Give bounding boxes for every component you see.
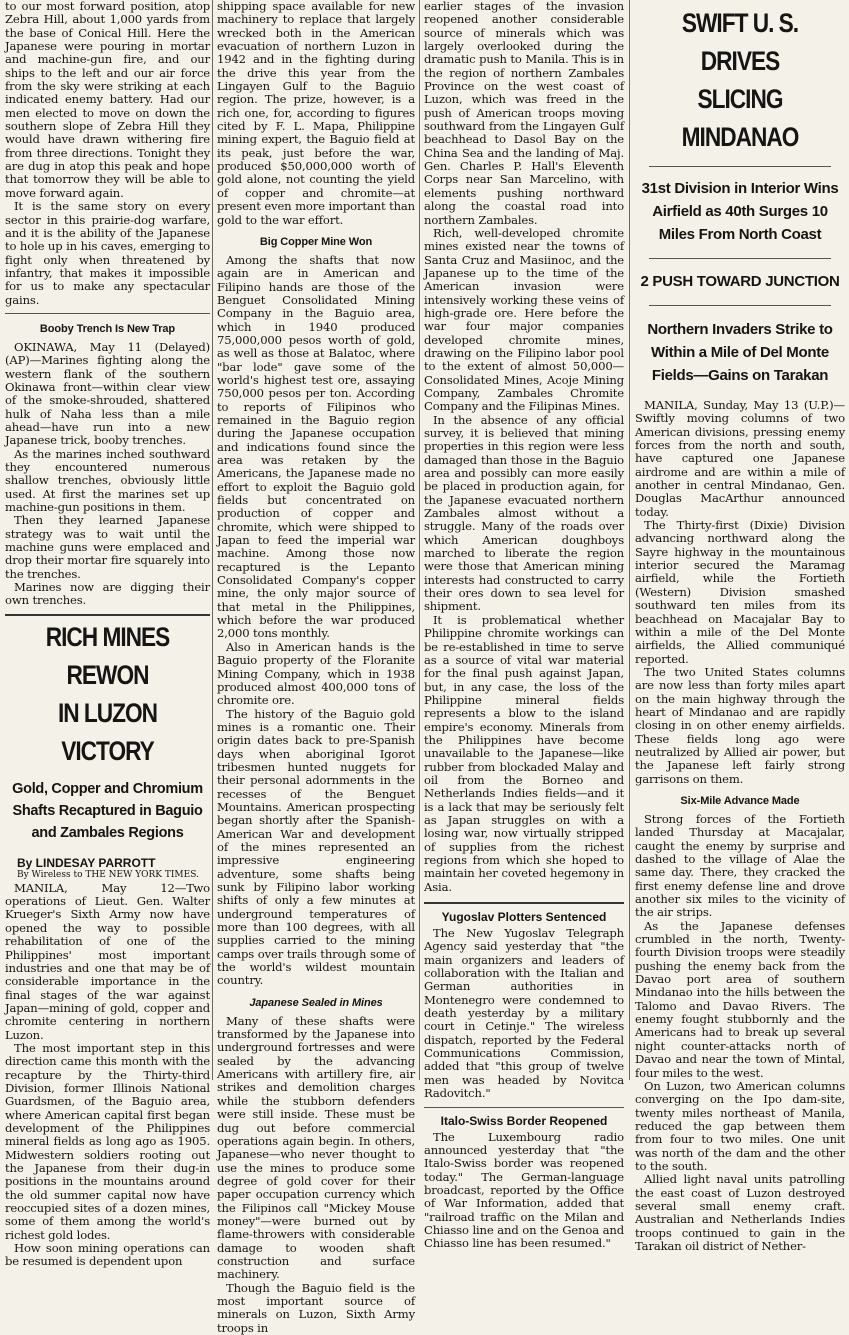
rich-mines-headline-line2: IN LUZON VICTORY xyxy=(57,697,158,766)
article-paragraph: Though the Baguio field is the most important source of minerals on Luzon, Sixth Army troops in xyxy=(217,1280,415,1335)
article-paragraph: As the Japanese defenses crumbled in the north, Twenty-fourth Division troops were steadily pushing the enemy back from the Davao port area of southern Mindanao into the hills between the Talomo and Davao Rivers. The enemy fought stubbornly and the Americans had to break up several night counter-attacks north of Davao and near the town of Mintal, four miles to the west. xyxy=(635,918,845,1080)
subhead-sealed-mines: Japanese Sealed in Mines xyxy=(249,996,383,1009)
article-paragraph: Rich, well-developed chromite mines existed near the towns of Santa Cruz and Masiinoc, and the Japanese up to the time of the American invasion were intensively working these veins of high-grade ore. Here before the war four major companies developed chromite mines, drawing on the Filipino labor pool to the extent of almost 50,000—Consolidated Mines, Acoje Mining Company, Zambales Chromite Company and the Filipinas Mines. xyxy=(424,225,624,414)
mindanao-dateline: MANILA, Sunday, May 13 (U.P.)—Swiftly moving columns of two American divisions, pressing enemy forces from the north and south, have captured one Japanese airdrome and are within a mile of another in central Mindanao, Gen. Douglas MacArthur announced today. xyxy=(635,398,845,519)
divider xyxy=(5,614,210,616)
article-paragraph: As the marines inched southward they encountered numerous shallow trenches, obviously little used. At first the marines set up machine-gun positions in them. xyxy=(5,446,210,515)
divider xyxy=(5,313,210,314)
article-paragraph: On Luzon, two American columns converging on the Ipo dam-site, twenty miles northeast of Manila, reduced the gap between them from four to two miles. One unit was north of the dam and the other to the south. xyxy=(635,1078,845,1173)
yugoslav-headline: Yugoslav Plotters Sentenced xyxy=(441,910,607,925)
byline: By LINDESAY PARROTT xyxy=(17,855,156,870)
article-paragraph: It is problematical whether Philippine chromite workings can be re-established in time to serve as a source of vital war material for the final push against Japan, but, in any case, the loss of the Philippine mineral fields represents a blow to the island empire's economy. Minerals from the Philippines have become unavailable to the Japanese—like rubber from blockaded Malay and oil from the Borneo and Netherlands Indies fields—and it is a lack that may be seriously felt as Japan struggles on with a losing war, now virtually stripped of supplies from the richest regions from which she hoped to maintain her coveted hegemony in Asia. xyxy=(424,612,624,894)
column-rule xyxy=(212,0,213,1080)
mindanao-headline-line2: SLICING MINDANAO xyxy=(681,84,799,152)
article-paragraph: Among the shafts that now again are in American and Filipino hands are those of the Benguet Consolidated Mining Company in the Baguio area, which in 1940 produced 75,000,000 pesos worth of gold, as well as those at Balatoc, where "bar lode" gave some of the world's highest test ore, assaying 750,000 pesos per ton. According to reports of Filipinos who remained in the Baguio region during the Japanese occupation and indications found since the area was retaken by the Americans, the Japanese made no effort to exploit the Baguio gold fields but concentrated on production of copper and chromite, which were shipped to Japan to feed the imperial war machine. Among those now recaptured is the Lepanto Consolidated Company's copper mine, the only major source of that metal in the Philippines, which before the war produced 2,000 tons monthly. xyxy=(217,252,415,641)
article-paragraph: How soon mining operations can be resumed is dependent upon xyxy=(5,1241,210,1269)
divider xyxy=(649,305,831,306)
article-paragraph: shipping space available for new machinery to replace that largely wrecked both in the American evacuation of northern Luzon in 1942 and in the fighting during the drive this year from the Lingayen Gulf to the Baguio region. The prize, however, is a rich one, for, according to figures cited by F. L. Mapa, Philippine mining expert, the Baguio field at its peak, just before the war, produced $50,000,000 worth of gold alone, not counting the yield of copper and chromite—at present even more important than gold to the war effort. xyxy=(217,0,415,227)
mindanao-deck-2: 2 PUSH TOWARD JUNCTION xyxy=(640,273,840,290)
mindanao-deck-3: Northern Invaders Strike to Within a Mile of Del Monte Fields—Gains on Tarakan xyxy=(647,321,833,384)
rich-mines-deck: Gold, Copper and Chromium Shafts Recaptured in Baguio and Zambales Regions xyxy=(12,780,203,841)
rich-mines-dateline: MANILA, May 12—Two operations of Lieut. Gen. Walter Krueger's Sixth Army now have opened the way to possible rehabilitation of one of the Philippines' most important industries and one that may be of considerable importance in the final stages of the war against Japan—mining of gold, copper and chromite centering in northern Luzon. xyxy=(5,880,210,1042)
wire-credit: By Wireless to THE NEW YORK TIMES. xyxy=(17,869,199,880)
column-4 xyxy=(635,0,845,1253)
article-paragraph: In the absence of any official survey, it is believed that mining properties in this region were less damaged than those in the Baguio area and possibly can more easily be placed in production again, for the Japanese evacuated northern Zambales almost without a struggle. Many of the roads over which American doughboys marched to liberate the region were those that American mining interests had constructed to carry their ores down to sea level for shipment. xyxy=(424,412,624,614)
divider xyxy=(424,902,624,904)
yugoslav-paragraph: The New Yugoslav Telegraph Agency said yesterday that "the main organizers and leaders of collaboration with the Italian and German authorities in Montenegro were condemned to death yesterday by a military court in Cetinje." The wireless dispatch, reported by the Federal Communications Commission, added that "this group of twelve men was headed by Novitca Radovitch." xyxy=(424,926,624,1101)
booby-trench-headline: Booby Trench Is New Trap xyxy=(39,322,176,335)
article-paragraph: Many of these shafts were transformed by the Japanese into underground fortresses and were sealed by the advancing Americans with artillery fire, air strikes and demolition charges while the stubborn defenders were still inside. These must be dug out before commercial operations again begin. In others, Japanese—who never thought to use the mines to produce some degree of gold cover for their paper occupation currency which the Filipinos call "Mickey Mouse money"—were burned out by flame-throwers with considerable damage to wooden shaft construction and surface machinery. xyxy=(217,1013,415,1282)
article-paragraph: The Thirty-first (Dixie) Division advancing northward along the Sayre highway in the mountainous interior secured the Maramag airfield, while the Fortieth (Western) Division smashed southward ten miles from its beachhead on Macajalar Bay to within a mile of the Del Monte airfields, the Allied communiqué reported. xyxy=(635,518,845,666)
article-paragraph: to our most forward position, atop Zebra Hill, about 1,000 yards from the base of Conical Hill. Here the Japanese were pouring in mortar and machine-gun fire, and our ships to the left and our air force from the sky were striking at each indicated enemy battery. Had our men elected to move on down the southern slope of Zebra Hill they would have drawn withering fire from three directions. Tonight they are dug in atop this peak and hope that tomorrow they will be able to move forward again. xyxy=(5,0,210,200)
rich-mines-headline-line1: RICH MINES REWON xyxy=(45,621,170,690)
divider xyxy=(649,166,831,167)
subhead-copper-mine: Big Copper Mine Won xyxy=(259,235,373,248)
divider xyxy=(649,258,831,259)
article-paragraph: The most important step in this direction came this month with the recapture by the Thirty-third Division, former Illinois National Guardsmen, of the Baguio area, where American capital first began development of the Philippines mineral fields as long ago as 1905. Midwestern soldiers rooting out the Japanese from their dug-in positions in the mountains around the old summer capital now have reoccupied sites of a dozen mines, some of them among the world's richest gold lodes. xyxy=(5,1040,210,1242)
column-2 xyxy=(217,0,415,1335)
article-paragraph: Also in American hands is the Baguio property of the Floranite Mining Company, which in 1938 produced almost 400,000 tons of chromite ore. xyxy=(217,639,415,708)
italo-swiss-headline: Italo-Swiss Border Reopened xyxy=(440,1113,608,1128)
column-rule xyxy=(629,0,630,1080)
column-3 xyxy=(424,0,624,1251)
article-paragraph: Allied light naval units patrolling the east coast of Luzon destroyed several small enemy craft. Australian and Netherlands Indies troops continued to gain in the Tarakan oil district of Nether- xyxy=(635,1172,845,1253)
column-rule xyxy=(419,0,420,1080)
article-paragraph: The history of the Baguio gold mines is a romantic one. Their origin dates back to pre-Spanish days when aboriginal Igorot tribesmen hunted nuggets for their personal adornments in the recesses of the Benguet Mountains. American prospecting began shortly after the Spanish-American War and development of the mines represented an impressive engineering adventure, some shafts being sunk by Filipino labor working shifts of only a few minutes at underground temperatures of more than 100 degrees, with all supplies carried to the mining camps over trails through some of the world's wildest mountain country. xyxy=(217,706,415,988)
divider xyxy=(424,1107,624,1108)
italo-swiss-paragraph: The Luxembourg radio announced yesterday that "the Italo-Swiss border was reopened today." The German-language broadcast, reported by the Office of War Information, added that "railroad traffic on the Milan and Chiasso line and on the Genoa and Chiasso line has been resumed." xyxy=(424,1129,624,1251)
article-paragraph: The two United States columns are now less than forty miles apart on the main highway through the heart of Mindanao and are rapidly closing in on other enemy airfields. These fields long ago were neutralized by Allied air power, but the Japanese left fairly strong garrisons on them. xyxy=(635,664,845,786)
article-paragraph: Strong forces of the Fortieth landed Thursday at Macajalar, caught the enemy by surprise and dashed to the village of Alae the same day. There, they cracked the first enemy defense line and drove another six miles to the vicinity of the air strips. xyxy=(635,811,845,920)
article-paragraph: Then they learned Japanese strategy was to wait until the machine guns were emplaced and drop their mortar fire squarely into the trenches. xyxy=(5,513,210,581)
article-paragraph: earlier stages of the invasion reopened another considerable source of minerals which was largely overlooked during the dramatic push to Manila. This is in the region of northern Zambales Province on the west coast of Luzon, which was freed in the push of American troops moving southward from the Lingayen Gulf beachhead to Dasol Bay on the China Sea and the landing of Maj. Gen. Charles P. Hall's Eleventh Corps near San Marcelino, with elements pushing northward along the coastal road into northern Zambales. xyxy=(424,0,624,227)
booby-trench-dateline: OKINAWA, May 11 (Delayed) (AP)—Marines fighting along the western flank of the southern Okinawa front—within clear view of the smoke-shrouded, shattered hulk of Naha less than a mile ahead—have run into a new Japanese trick, booby trenches. xyxy=(5,339,210,448)
mindanao-deck-1: 31st Division in Interior Wins Airfield as 40th Surges 10 Miles From North Coast xyxy=(641,180,839,243)
subhead-six-mile: Six-Mile Advance Made xyxy=(680,794,800,807)
article-paragraph: Marines now are digging their own trenches. xyxy=(5,580,210,608)
article-paragraph: It is the same story on every sector in this prairie-dog warfare, and it is the ability of the Japanese to hole up in his caves, emerging to fight only when threatened by infantry, that makes it impossible for us to make any spectacular gains. xyxy=(5,199,210,307)
column-1 xyxy=(5,0,210,1269)
mindanao-headline-line1: SWIFT U. S. DRIVES xyxy=(681,8,799,76)
